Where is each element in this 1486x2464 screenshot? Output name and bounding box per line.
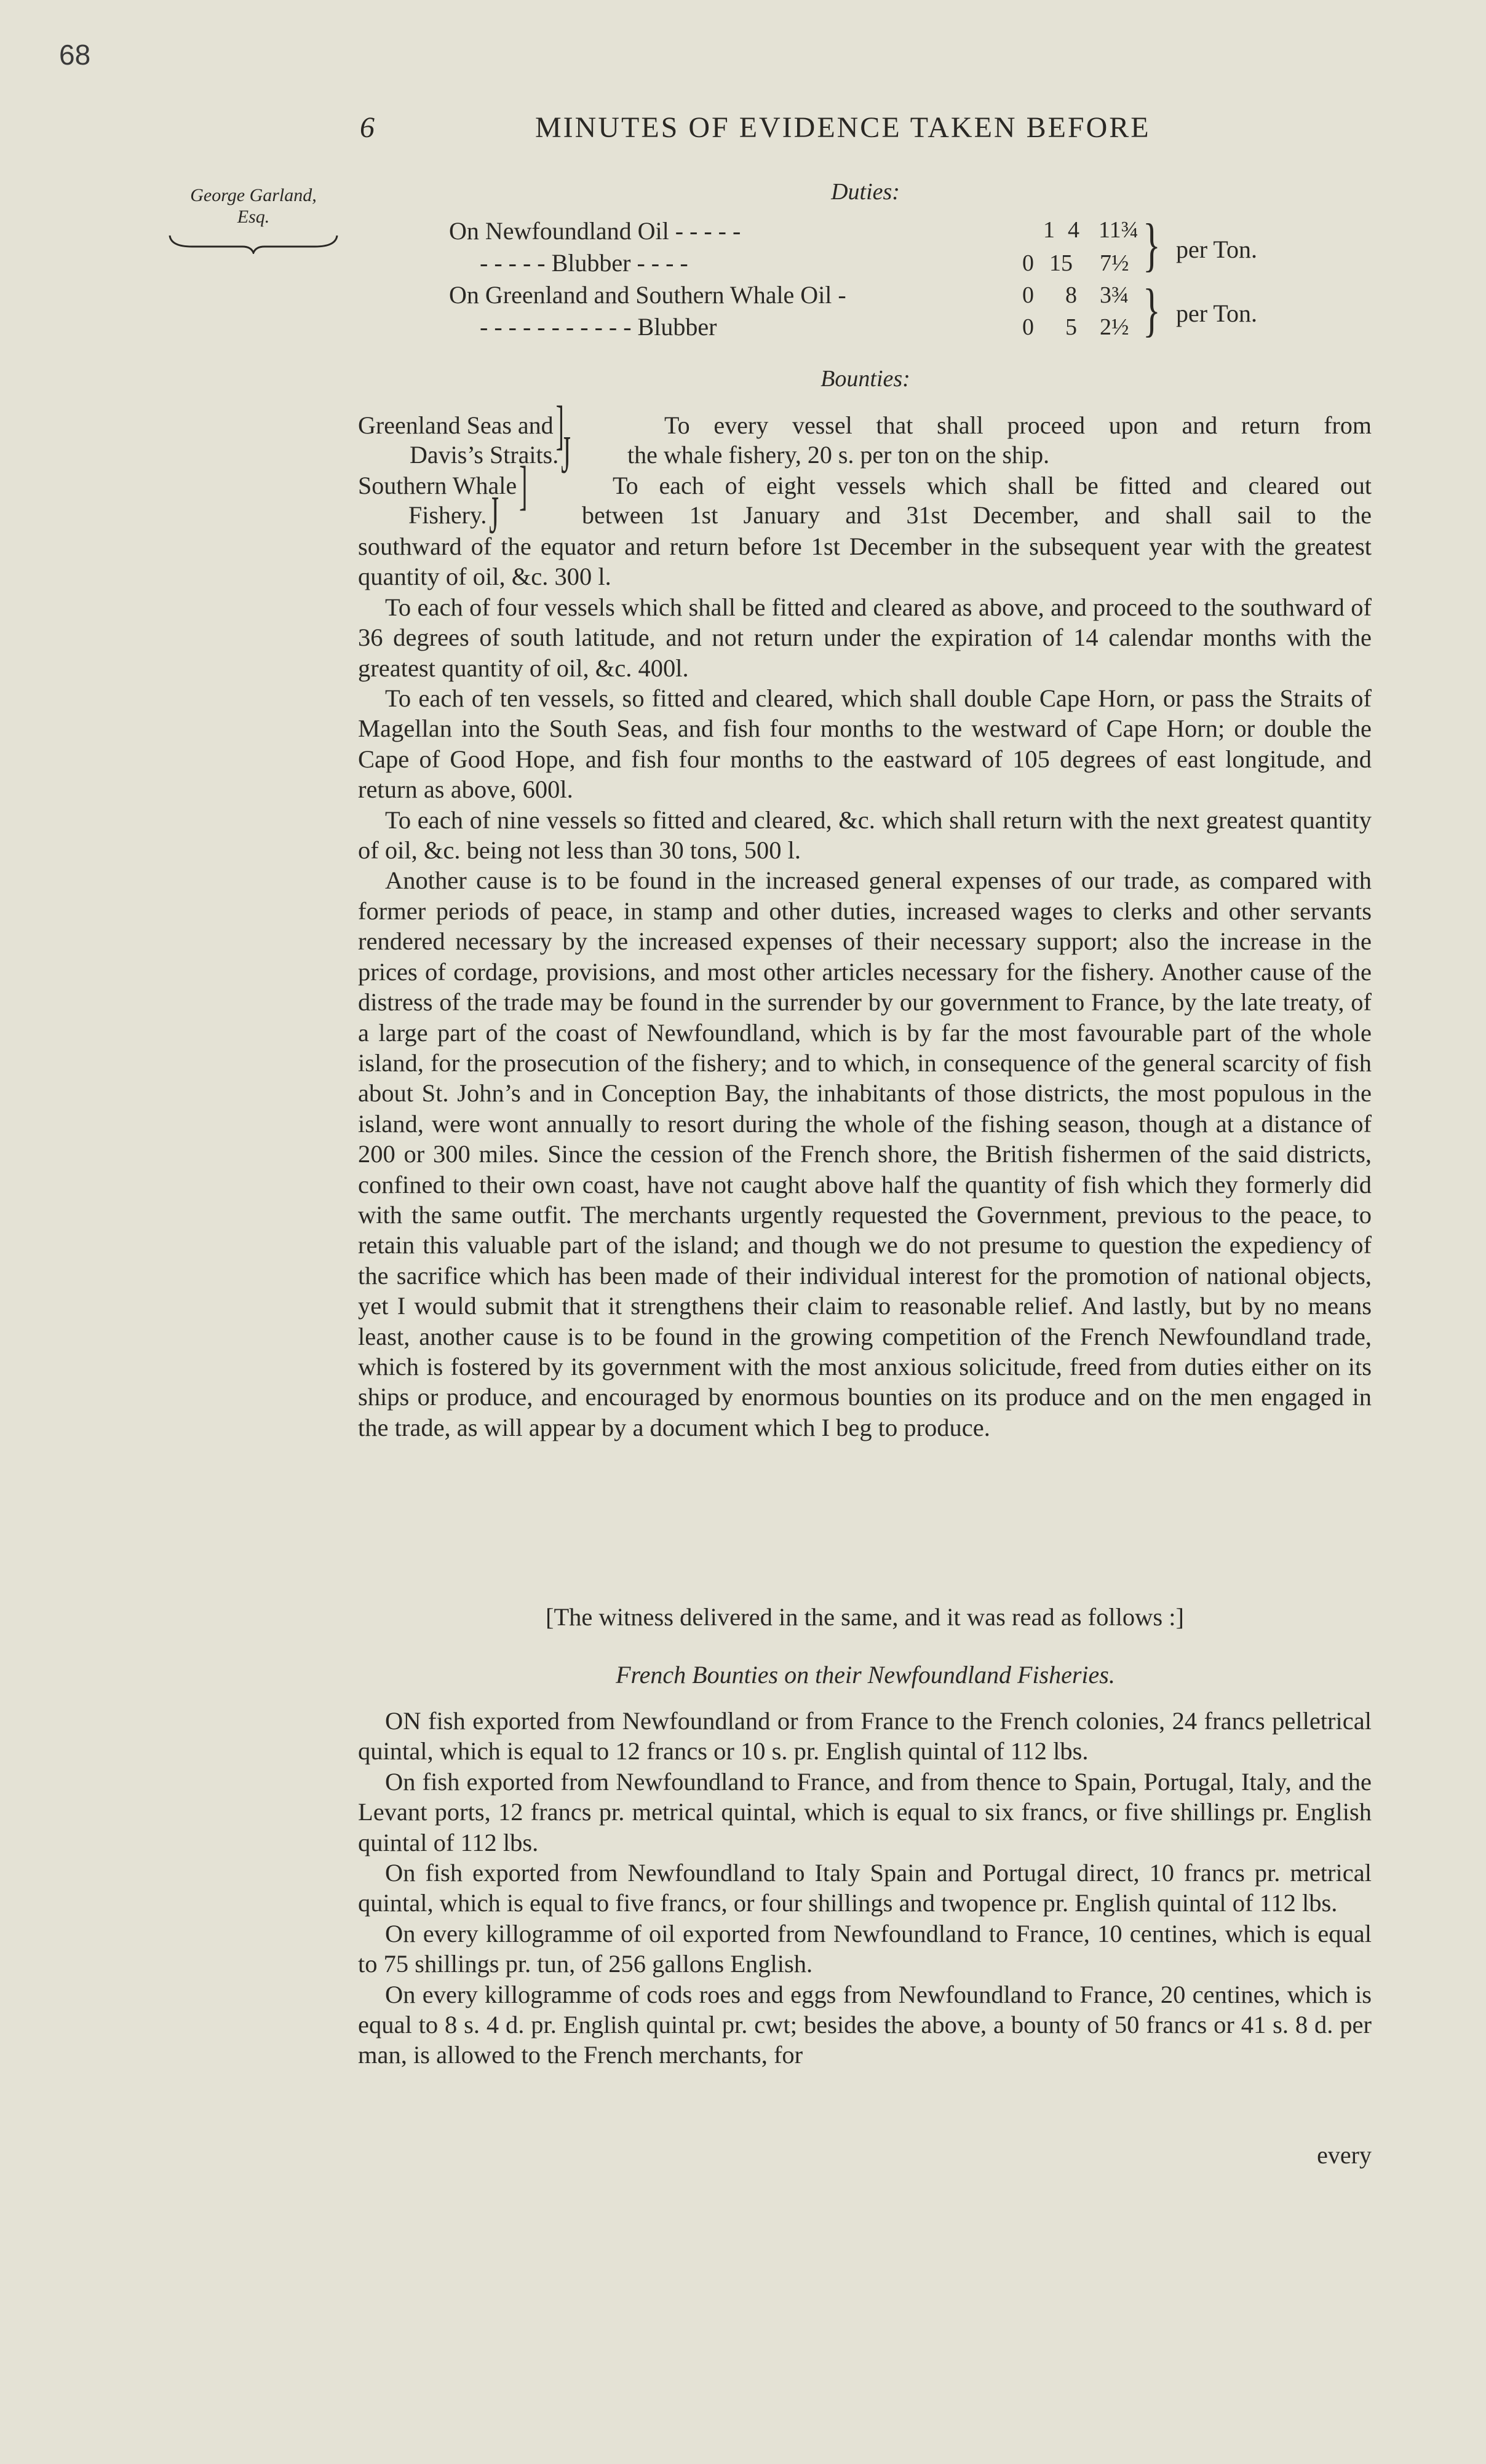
- duty-shillings: 8: [1065, 282, 1077, 308]
- paragraph: To each of four vessels which shall be fitted and cleared as above, and proceed to the southward of 36 degrees of south latitude, and not return under the expiration of 14 calendar months with the greatest quantity of oil, &c. 400l.: [358, 593, 1372, 682]
- duty-shillings: 4: [1068, 217, 1079, 243]
- paragraph: southward of the equator and return before 1st December in the subsequent year with the greatest quantity of oil, &c. 300 l.: [358, 533, 1372, 591]
- running-title: MINUTES OF EVIDENCE TAKEN BEFORE: [535, 111, 1151, 144]
- catchword: every: [1317, 2141, 1372, 2169]
- page-folio: 68: [59, 39, 91, 71]
- per-ton-label: per Ton.: [1176, 236, 1257, 263]
- duty-pence: 7½: [1100, 250, 1129, 276]
- bounty-label: Southern Whale ]: [358, 454, 528, 516]
- duty-shillings: 15: [1049, 250, 1073, 276]
- bounties-heading: Bounties:: [820, 366, 910, 392]
- brace-icon: }: [1143, 277, 1161, 343]
- duty-pence: 2½: [1100, 314, 1129, 340]
- per-ton-label: per Ton.: [1176, 299, 1257, 327]
- duty-row-label: On Newfoundland Oil - - - - -: [449, 217, 741, 245]
- duty-pounds: 0: [1022, 250, 1034, 276]
- margin-note-title: Esq.: [237, 207, 270, 228]
- margin-brace-icon: [167, 233, 340, 254]
- main-text: [358, 531, 1372, 1443]
- bounty-label: Greenland Seas and ]: [358, 394, 564, 456]
- bounty-label: Davis’s Straits. J: [410, 424, 571, 485]
- duty-row-label: - - - - - Blubber - - - -: [480, 249, 688, 277]
- bounty-text: the whale fishery, 20 s. per ton on the ship.: [627, 441, 1050, 469]
- paragraph: To each of ten vessels, so fitted and cleared, which shall double Cape Horn, or pass the Straits of Magellan into the South Seas, and fish four months to the westward of Cape Horn; or double the Cape of Good Hope, and fish four months to the eastward of 105 degrees of east longitude, and return as above, 600l.: [358, 684, 1372, 804]
- paragraph: ON fish exported from Newfoundland or from France to the French colonies, 24 francs pelletrical quintal, which is equal to 12 francs or 10 s. pr. English quintal of 112 lbs.: [358, 1707, 1372, 1765]
- margin-note-name: George Garland,: [190, 185, 317, 205]
- duty-row-label: On Greenland and Southern Whale Oil -: [449, 281, 846, 309]
- duties-heading: Duties:: [831, 179, 900, 205]
- bounty-text: To each of eight vessels which shall be fitted and cleared out: [613, 472, 1372, 499]
- page-number: 6: [360, 111, 376, 144]
- duty-pence: 3¾: [1100, 282, 1129, 308]
- paragraph: On every killogramme of oil exported from Newfoundland to France, 10 centines, which is equal to 75 shillings pr. tun, of 256 gallons English.: [358, 1919, 1372, 1978]
- duty-shillings: 5: [1065, 314, 1077, 340]
- bounty-text: between 1st January and 31st December, and shall sail to the: [582, 501, 1372, 529]
- paragraph: On fish exported from Newfoundland to France, and from thence to Spain, Portugal, Italy, and the Levant ports, 12 francs pr. metrical quintal, which is equal to six francs, or five shillings pr. English quintal of 112 lbs.: [358, 1767, 1372, 1856]
- margin-note: [161, 184, 346, 254]
- bounty-label: Fishery. J: [408, 484, 499, 545]
- duty-row-label: - - - - - - - - - - - Blubber: [480, 313, 717, 341]
- witness-note: [The witness delivered in the same, and it was read as follows :]: [545, 1603, 1185, 1631]
- paragraph: To each of nine vessels so fitted and cleared, &c. which shall return with the next greatest quantity of oil, &c. being not less than 30 tons, 500 l.: [358, 806, 1372, 865]
- paragraph: Another cause is to be found in the increased general expenses of our trade, as compared with former periods of peace, in stamp and other duties, increased wages to clerks and other servants rendered necessary by the increased expenses of their necessary support; also the increase in the prices of cordage, provisions, and most other articles necessary for the fishery. Another cause of the distress of the trade may be found in the surrender by our government to France, by the late treaty, of a large part of the coast of Newfoundland, which is by far the most favourable part of the whole island, for the prosecution of the fishery; and to which, in consequence of the general scarcity of fish about St. John’s and in Conception Bay, the inhabitants of those districts, the most populous in the island, were wont annually to resort during the whole of the fishing season, though at a distance of 200 or 300 miles. Since the cession of the French shore, the British fishermen of the said districts, confined to their own coast, have not caught above half the quantity of fish which they formerly did with the same outfit. The merchants urgently requested the Government, previous to the peace, to retain this valuable part of the island; and though we do not presume to question the expediency of the sacrifice which has been made of their individual interest for the promotion of national objects, yet I would submit that it strengthens their claim to reasonable relief. And lastly, but by no means least, another cause is to be found in the growing competition of the French Newfoundland trade, which is fostered by its government with the most anxious solicitude, freed from duties either on its ships or produce, and encouraged by enormous bounties on its produce and on the men engaged in the trade, as will appear by a document which I beg to produce.: [358, 866, 1372, 1441]
- brace-icon: }: [1143, 212, 1161, 277]
- duty-pounds: 1: [1043, 217, 1055, 243]
- duty-pounds: 0: [1022, 314, 1034, 340]
- french-bounties-heading: French Bounties on their Newfoundland Fisheries.: [616, 1661, 1115, 1689]
- duty-pounds: 0: [1022, 282, 1034, 308]
- duty-pence: 11¾: [1099, 217, 1139, 243]
- paragraph: On fish exported from Newfoundland to Italy Spain and Portugal direct, 10 francs pr. metrical quintal, which is equal to five francs, or four shillings and twopence pr. English quintal of 112 lbs.: [358, 1859, 1372, 1917]
- paragraph: On every killogramme of cods roes and eggs from Newfoundland to France, 20 centines, which is equal to 8 s. 4 d. pr. English quintal pr. cwt; besides the above, a bounty of 50 francs or 41 s. 8 d. per man, is allowed to the French merchants, for: [358, 1980, 1372, 2069]
- bounty-text: To every vessel that shall proceed upon and return from: [664, 411, 1372, 439]
- french-bounties-text: [358, 1706, 1372, 2070]
